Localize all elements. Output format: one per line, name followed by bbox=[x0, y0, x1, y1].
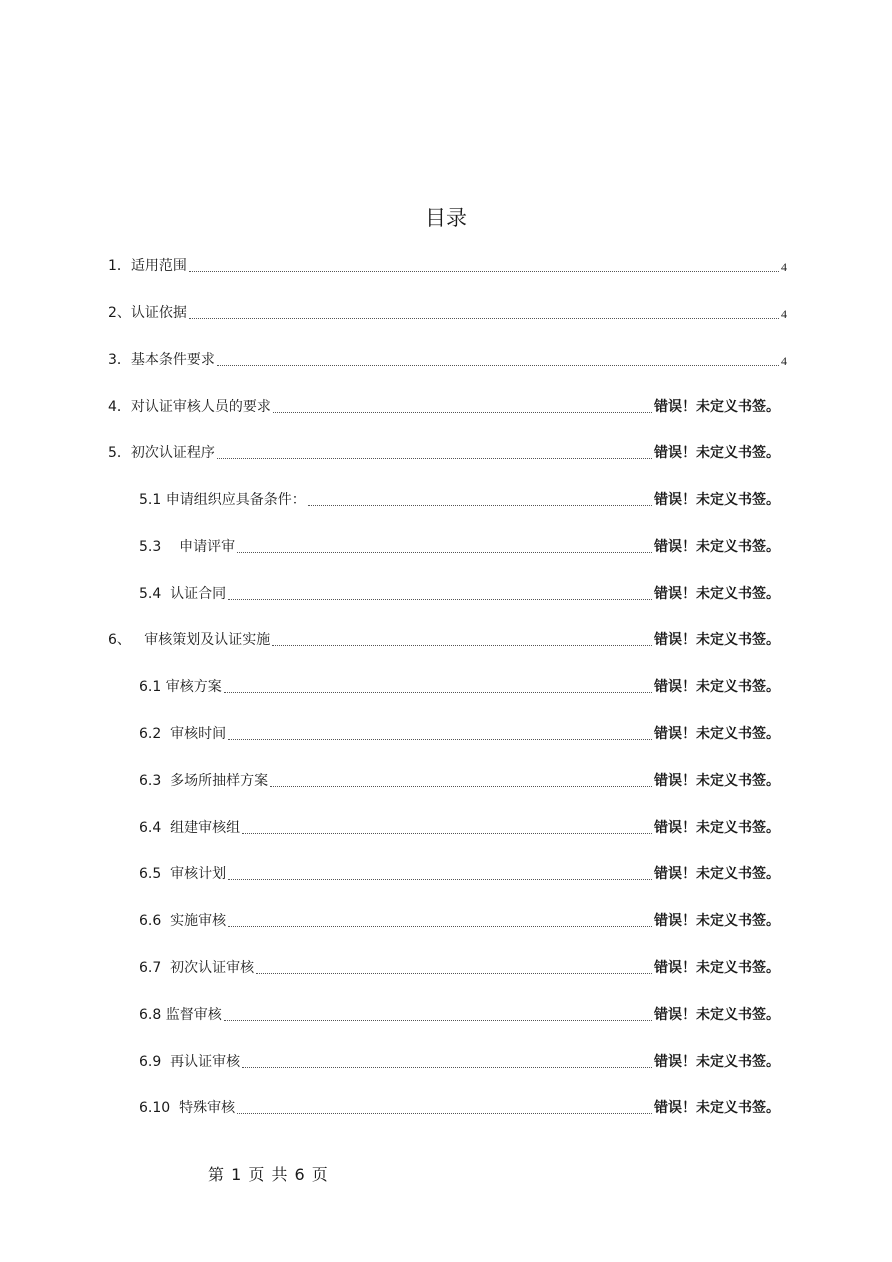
toc-entry-page: 4 bbox=[781, 260, 787, 274]
toc-entry-label: 3．基本条件要求 bbox=[108, 352, 215, 368]
dot-leader bbox=[256, 973, 652, 974]
dot-leader bbox=[270, 786, 652, 787]
toc-entry[interactable] bbox=[139, 534, 787, 556]
toc-entry-page: 错误！未定义书签。 bbox=[654, 399, 780, 415]
dot-leader bbox=[228, 739, 652, 740]
toc-entry-page: 错误！未定义书签。 bbox=[654, 820, 780, 836]
toc-entry-label: 6.4 组建审核组 bbox=[139, 820, 241, 836]
toc-entry-page: 错误！未定义书签。 bbox=[654, 586, 780, 602]
dot-leader bbox=[228, 926, 652, 927]
toc-entry[interactable] bbox=[139, 955, 787, 977]
toc-entry-page: 4 bbox=[781, 354, 787, 368]
toc-entry[interactable] bbox=[139, 861, 787, 883]
dot-leader bbox=[308, 505, 652, 506]
toc-entry-label: 5.3 申请评审 bbox=[139, 539, 236, 555]
dot-leader bbox=[189, 271, 779, 272]
toc-entry-page: 错误！未定义书签。 bbox=[654, 539, 780, 555]
toc-entry[interactable] bbox=[108, 253, 787, 275]
toc-entry[interactable] bbox=[139, 1002, 787, 1024]
dot-leader bbox=[228, 599, 652, 600]
toc-entry-label: 6.9 再认证审核 bbox=[139, 1054, 241, 1070]
toc-entry-label: 2、认证依据 bbox=[108, 305, 187, 321]
toc-entry-label: 6.2 审核时间 bbox=[139, 726, 227, 742]
toc-entry-label: 5.1 申请组织应具备条件： bbox=[139, 492, 306, 508]
toc-entry-page: 错误！未定义书签。 bbox=[654, 1100, 780, 1116]
toc-entry-label: 4．对认证审核人员的要求 bbox=[108, 399, 271, 415]
toc-entry[interactable] bbox=[139, 581, 787, 603]
dot-leader bbox=[217, 458, 652, 459]
toc-entry-label: 6、 审核策划及认证实施 bbox=[108, 632, 271, 648]
toc-entry[interactable] bbox=[139, 1095, 787, 1117]
toc-entry-label: 6.8 监督审核 bbox=[139, 1007, 222, 1023]
toc-entry-label: 6.10 特殊审核 bbox=[139, 1100, 236, 1116]
toc-entry[interactable] bbox=[108, 627, 787, 649]
dot-leader bbox=[272, 645, 652, 646]
dot-leader bbox=[189, 318, 779, 319]
toc-entry[interactable] bbox=[108, 440, 787, 462]
toc-entry-page: 错误！未定义书签。 bbox=[654, 960, 780, 976]
dot-leader bbox=[217, 365, 779, 366]
toc-entry-label: 5．初次认证程序 bbox=[108, 445, 215, 461]
toc-entry-label: 6.3 多场所抽样方案 bbox=[139, 773, 269, 789]
toc-entry[interactable] bbox=[108, 300, 787, 322]
toc-entry-page: 错误！未定义书签。 bbox=[654, 492, 780, 508]
toc-entry-label: 5.4 认证合同 bbox=[139, 586, 227, 602]
toc-entry[interactable] bbox=[139, 768, 787, 790]
toc-entry[interactable] bbox=[139, 815, 787, 837]
dot-leader bbox=[273, 412, 652, 413]
toc-title: 目录 bbox=[425, 206, 467, 230]
dot-leader bbox=[242, 1067, 652, 1068]
toc-entry-page: 错误！未定义书签。 bbox=[654, 1007, 780, 1023]
dot-leader bbox=[228, 879, 652, 880]
toc-entry[interactable] bbox=[139, 674, 787, 696]
toc-entry-page: 错误！未定义书签。 bbox=[654, 1054, 780, 1070]
toc-entry-page: 错误！未定义书签。 bbox=[654, 866, 780, 882]
toc-entry-page: 错误！未定义书签。 bbox=[654, 913, 780, 929]
toc-entry-page: 错误！未定义书签。 bbox=[654, 632, 780, 648]
toc-entry[interactable] bbox=[139, 487, 787, 509]
toc-entry[interactable] bbox=[108, 347, 787, 369]
toc-entry-page: 4 bbox=[781, 307, 787, 321]
page-footer: 第 1 页 共 6 页 bbox=[208, 1165, 329, 1184]
dot-leader bbox=[242, 833, 652, 834]
toc-entry-page: 错误！未定义书签。 bbox=[654, 679, 780, 695]
toc-entry[interactable] bbox=[108, 394, 787, 416]
toc-entry-label: 6.5 审核计划 bbox=[139, 866, 227, 882]
toc-entry-label: 1．适用范围 bbox=[108, 258, 187, 274]
toc-entry[interactable] bbox=[139, 908, 787, 930]
toc-entry-label: 6.6 实施审核 bbox=[139, 913, 227, 929]
toc-entry-label: 6.7 初次认证审核 bbox=[139, 960, 255, 976]
dot-leader bbox=[237, 1113, 652, 1114]
toc-entry-page: 错误！未定义书签。 bbox=[654, 726, 780, 742]
toc-entry[interactable] bbox=[139, 1049, 787, 1071]
toc-entry[interactable] bbox=[139, 721, 787, 743]
toc-entry-page: 错误！未定义书签。 bbox=[654, 445, 780, 461]
toc-entry-page: 错误！未定义书签。 bbox=[654, 773, 780, 789]
toc-entry-label: 6.1 审核方案 bbox=[139, 679, 222, 695]
dot-leader bbox=[237, 552, 652, 553]
dot-leader bbox=[224, 692, 652, 693]
dot-leader bbox=[224, 1020, 652, 1021]
